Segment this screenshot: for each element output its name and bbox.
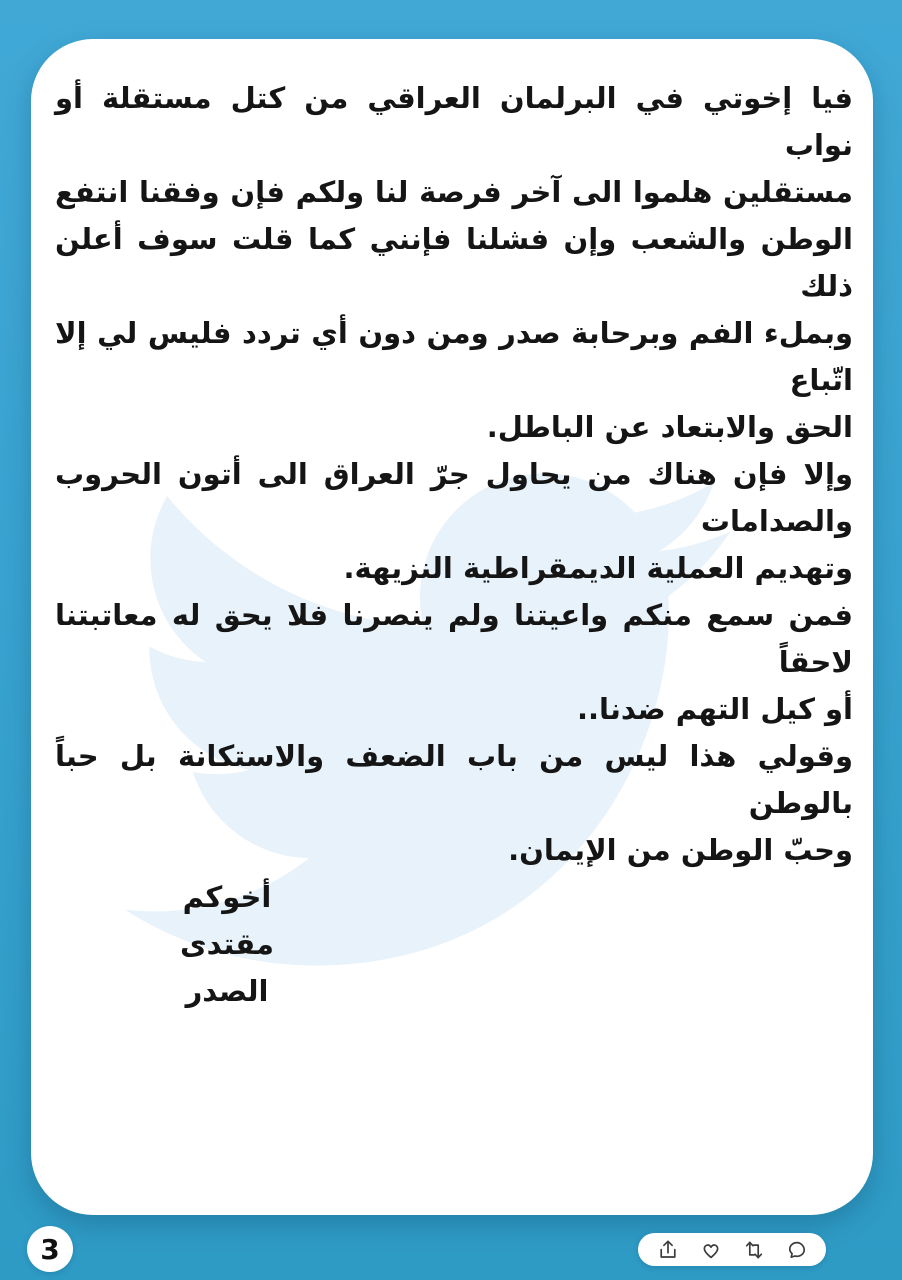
comment-icon (785, 1238, 809, 1262)
statement-line: وإلا فإن هناك من يحاول جرّ العراق الى أتون الحروب والصدامات (55, 457, 853, 538)
heart-icon (699, 1238, 723, 1262)
page-number: 3 (40, 1232, 60, 1266)
signature-line: أخوكم (182, 880, 272, 914)
statement-line: الوطن والشعب وإن فشلنا فإنني كما قلت سوف أعلن ذلك (55, 222, 853, 303)
share-button[interactable] (655, 1237, 681, 1263)
statement-line: مستقلين هلموا الى آخر فرصة لنا ولكم فإن وفقنا انتفع (55, 175, 853, 209)
signature-line: مقتدى الصدر (180, 927, 274, 1008)
statement-line: وتهديم العملية الديمقراطية النزيهة. (343, 551, 853, 585)
statement-line: أو كيل التهم ضدنا.. (577, 692, 853, 726)
heart-button[interactable] (698, 1237, 724, 1263)
statement-line: الحق والابتعاد عن الباطل. (486, 410, 853, 444)
retweet-icon (742, 1238, 766, 1262)
statement-line: فمن سمع منكم واعيتنا ولم ينصرنا فلا يحق له معاتبتنا لاحقاً (55, 598, 853, 679)
statement-line: وحبّ الوطن من الإيمان. (508, 833, 853, 867)
share-icon (656, 1238, 680, 1262)
statement-text (31, 39, 873, 1015)
page-number-badge (27, 1226, 73, 1272)
tweet-action-bar (638, 1233, 826, 1266)
statement-card (31, 39, 873, 1215)
retweet-button[interactable] (741, 1237, 767, 1263)
comment-button[interactable] (784, 1237, 810, 1263)
statement-line: فيا إخوتي في البرلمان العراقي من كتل مستقلة أو نواب (55, 81, 853, 162)
statement-line: وبملء الفم وبرحابة صدر ومن دون أي تردد فليس لي إلا اتّباع (55, 316, 853, 397)
statement-line: وقولي هذا ليس من باب الضعف والاستكانة بل حباً بالوطن (55, 739, 853, 820)
